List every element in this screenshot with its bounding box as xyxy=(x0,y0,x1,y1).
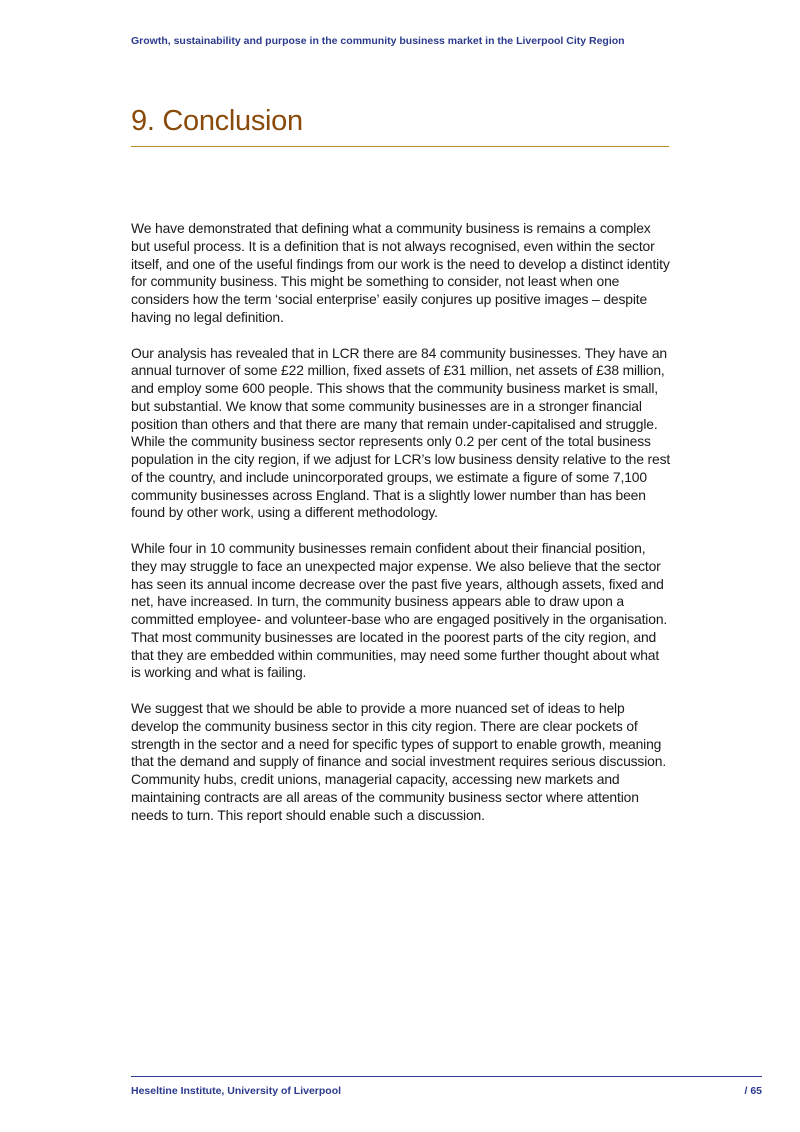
title-divider xyxy=(131,146,669,147)
chapter-title: 9. Conclusion xyxy=(131,105,303,137)
paragraph-4: We suggest that we should be able to provide a more nuanced set of ideas to help develop the community business sector in this city region. There are clear pockets of strength in the sector and a need for specific types of support to enable growth, meaning that the demand and supply of finance and social investment requires serious discussion. Community hubs, credit unions, managerial capacity, accessing new markets and maintaining contracts are all areas of the community business sector where attention needs to turn. This report should enable such a discussion. xyxy=(131,700,667,823)
paragraph-2: Our analysis has revealed that in LCR there are 84 community businesses. They have an annual turnover of some £22 million, fixed assets of £31 million, net assets of £38 million, and employ some 600 people. This shows that the community business market is small, but substantial. We know that some community businesses are in a stronger financial position than others and that there are many that remain under-capitalised and struggle. While the community business sector represents only 0.2 per cent of the total business population in the city region, if we adjust for LCR’s low business density relative to the rest of the country, and include unincorporated groups, we estimate a figure of some 7,100 community businesses across England. That is a slightly lower number than has been found by other work, using a different methodology. xyxy=(131,344,671,521)
body-text xyxy=(131,220,671,842)
page-number: / 65 xyxy=(744,1085,762,1097)
footer-institution: Heseltine Institute, University of Liverpool xyxy=(131,1085,342,1097)
footer-divider xyxy=(131,1076,762,1077)
paragraph-3: While four in 10 community businesses remain confident about their financial position, they may struggle to face an unexpected major expense. We also believe that the sector has seen its annual income decrease over the past five years, although assets, fixed and net, have increased. In turn, the community business appears able to draw upon a committed employee- and volunteer-base who are engaged positively in the organisation. That most community businesses are located in the poorest parts of the city region, and that they are embedded within communities, may need some further thought about what is working and what is failing. xyxy=(131,540,668,681)
paragraph-1: We have demonstrated that defining what a community business is remains a complex but useful process. It is a definition that is not always recognised, even within the sector itself, and one of the useful findings from our work is the need to develop a distinct identity for community business. This might be something to consider, not least when one considers how the term ‘social enterprise’ easily conjures up positive images – despite having no legal definition. xyxy=(131,220,670,325)
running-header: Growth, sustainability and purpose in the community business market in the Liverpool City Region xyxy=(131,35,625,47)
